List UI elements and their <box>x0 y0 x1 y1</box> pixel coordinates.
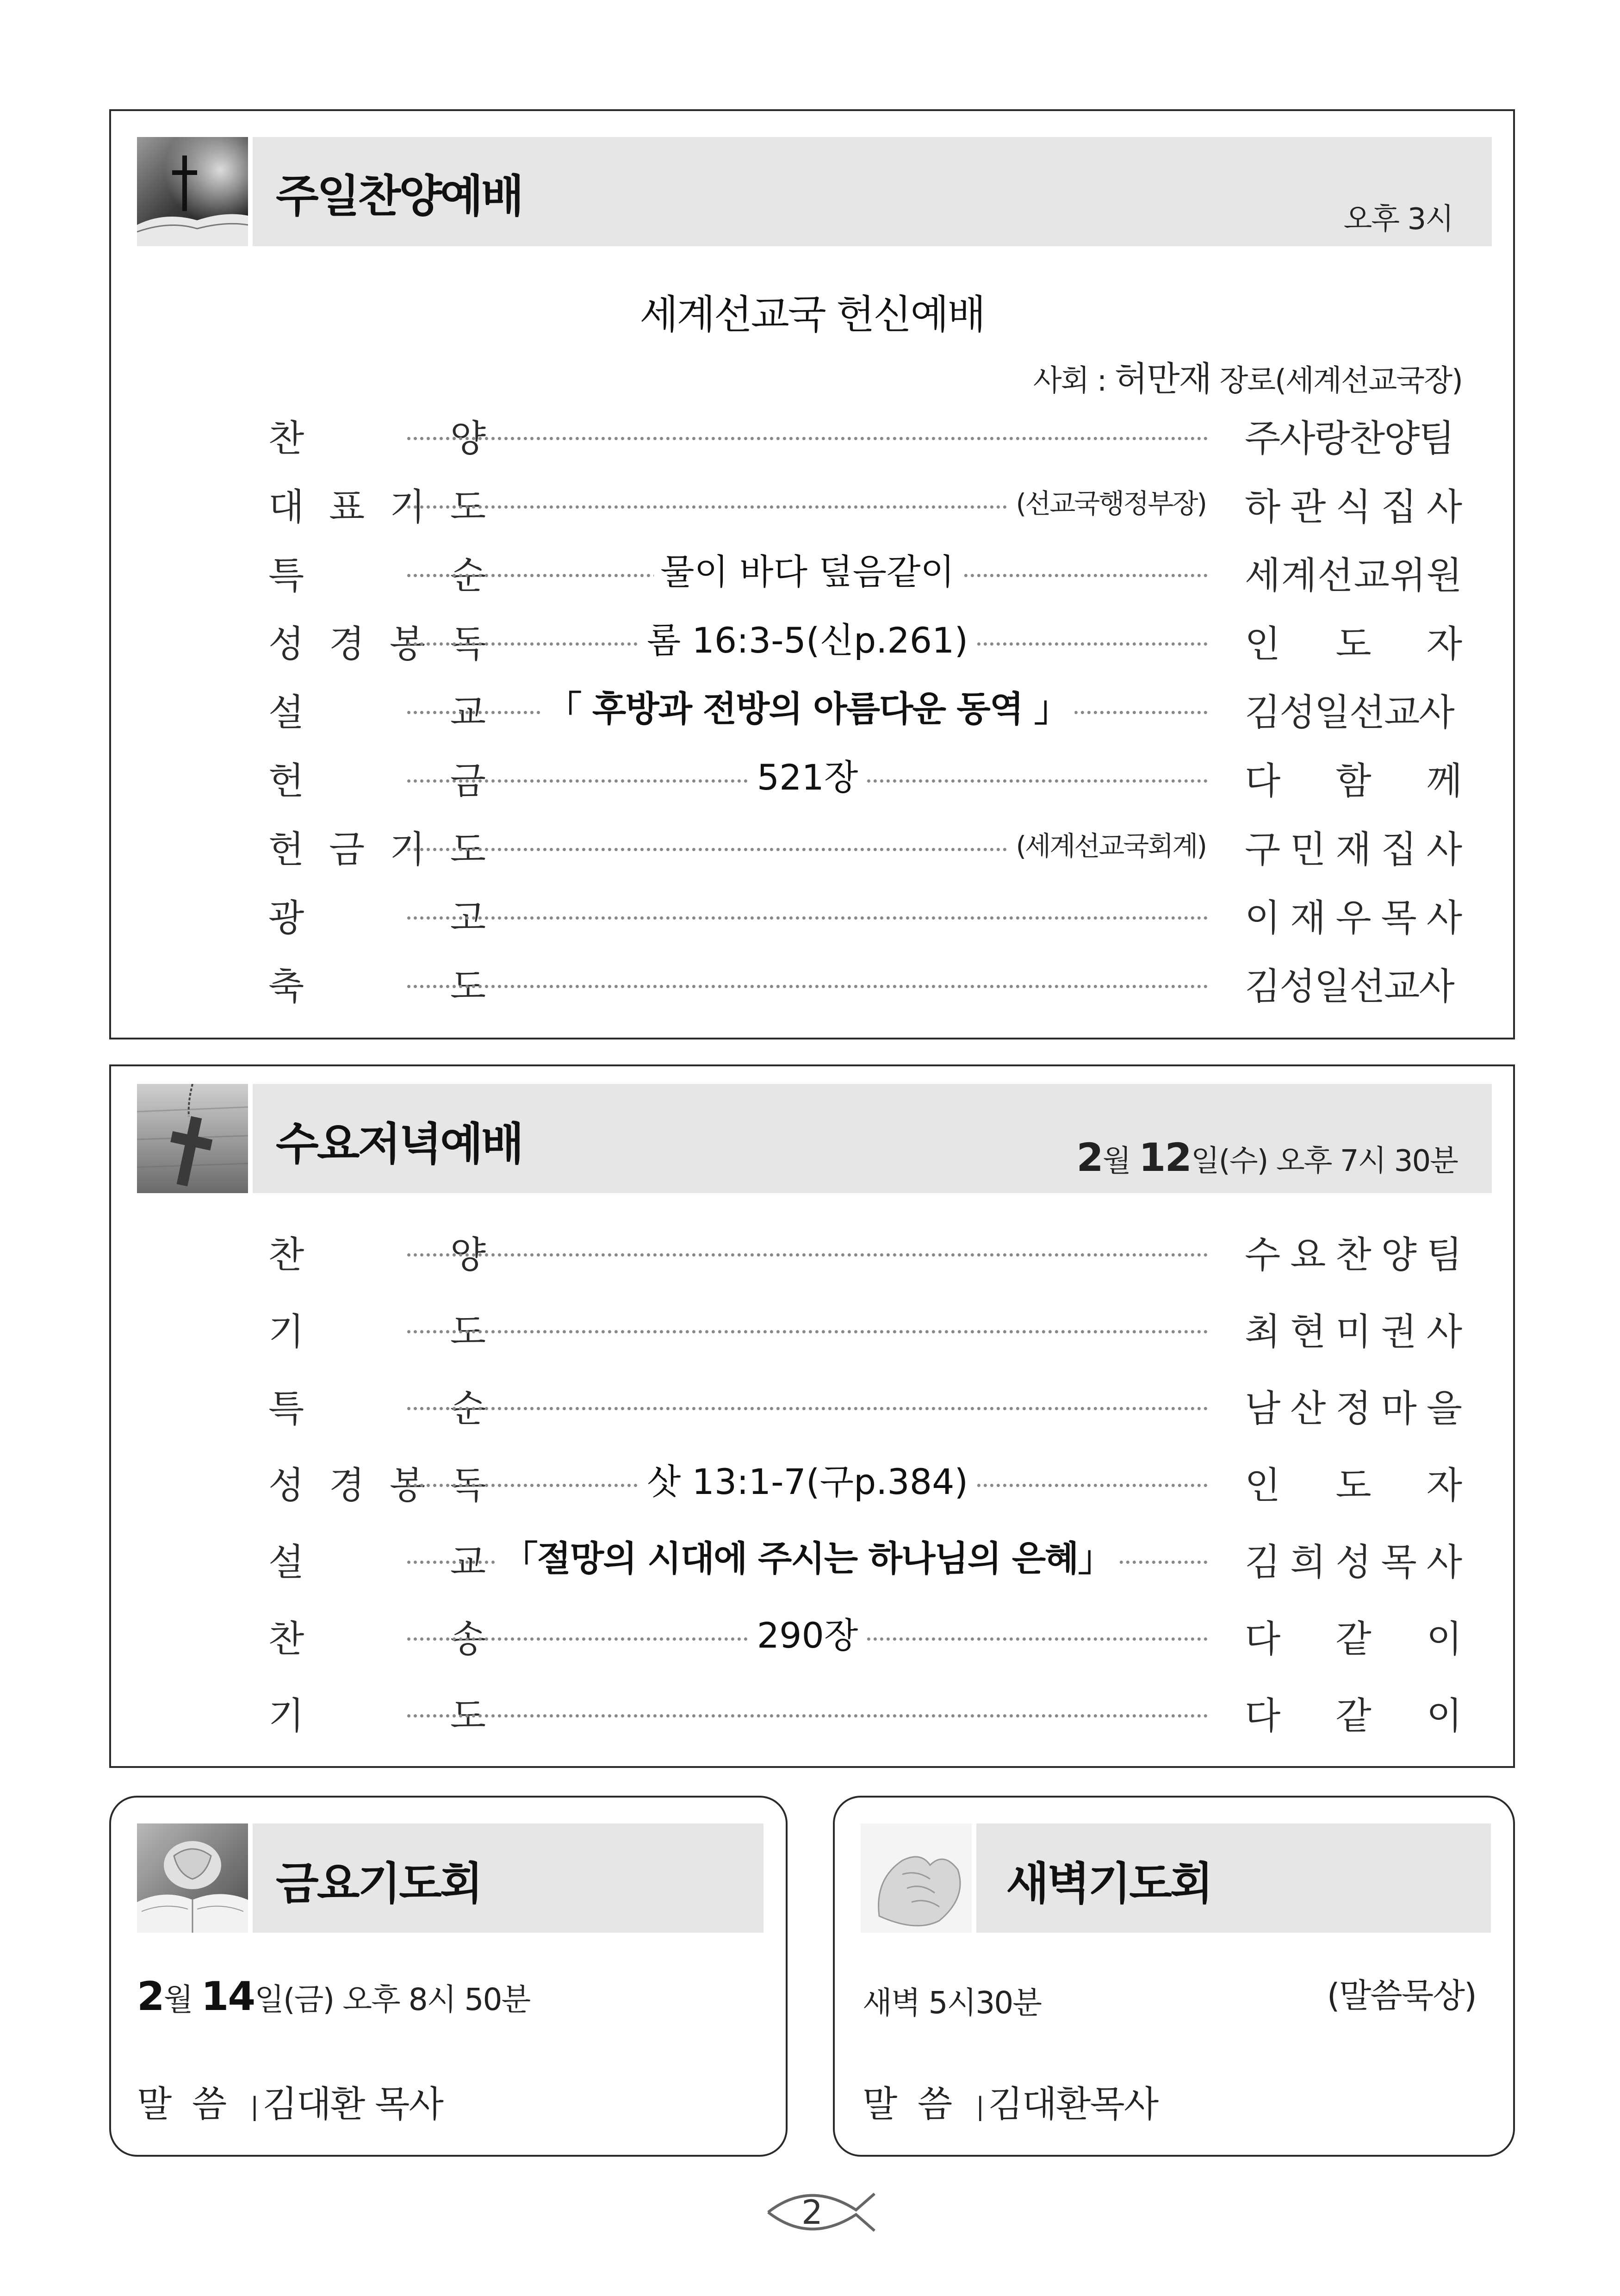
order-label-char: 헌 <box>268 828 304 871</box>
order-person-part: 최 <box>1245 1310 1281 1353</box>
order-detail: 「절망의 시대에 주시는 하나님의 은혜」 <box>496 1531 1118 1587</box>
order-label-char: 봉 <box>389 622 426 666</box>
sunday-order-row <box>111 887 1513 942</box>
order-person-part: 찬 <box>1335 1233 1372 1276</box>
order-person-part: 미 <box>1335 1310 1372 1353</box>
wednesday-order-row <box>111 1300 1513 1356</box>
dawn-prayer-box <box>833 1796 1515 2157</box>
order-person-part: 관 <box>1290 485 1326 529</box>
order-person-part: 께 <box>1426 759 1462 803</box>
order-person-part: 이 <box>1426 1694 1462 1737</box>
leader-dots <box>407 1714 1208 1717</box>
sunday-title: 주일찬양예배 <box>276 170 522 222</box>
leader-dots <box>407 1330 1208 1333</box>
order-label-char: 설 <box>268 691 304 734</box>
order-person <box>1245 1300 1462 1356</box>
order-person-part: 재 <box>1290 896 1326 940</box>
sunday-order-row <box>111 476 1513 531</box>
order-person <box>1245 1531 1462 1587</box>
order-label-char: 도 <box>450 964 486 1008</box>
order-label <box>268 476 486 531</box>
order-person-part: 다 <box>1245 1694 1281 1737</box>
praying-hands-bible-image <box>137 1823 248 1933</box>
order-person-part: 사 <box>1426 896 1462 940</box>
order-person <box>1245 1454 1462 1510</box>
order-detail: 삿 13:1-7(구p.384) <box>640 1454 974 1510</box>
wednesday-order-list <box>111 1224 1513 1761</box>
sunday-order-row <box>111 818 1513 874</box>
order-person-part: 도 <box>1335 622 1372 666</box>
order-person <box>1245 681 1462 737</box>
order-person-part: 위 <box>1390 554 1426 597</box>
order-label <box>268 1685 486 1740</box>
order-person-part: 인 <box>1245 622 1281 666</box>
order-person-part: 세 <box>1245 554 1281 597</box>
order-person-part: 권 <box>1381 1310 1417 1353</box>
leader-dots <box>407 1253 1208 1257</box>
order-label <box>268 1224 486 1279</box>
order-person-part: 김성일선교사 <box>1245 691 1454 734</box>
leader-dots <box>407 985 1208 988</box>
order-label-char: 찬 <box>268 1617 304 1661</box>
order-label-char: 도 <box>450 1310 486 1353</box>
order-person <box>1245 476 1462 531</box>
order-label-char: 찬 <box>268 417 304 460</box>
page-number: 2 <box>801 2193 823 2232</box>
order-label-char: 독 <box>450 1463 486 1507</box>
order-label-char: 교 <box>450 691 486 734</box>
sunday-presider: 사회 : 허만재 장로(세계선교국장) <box>1033 359 1462 399</box>
order-person <box>1245 1377 1462 1433</box>
order-person <box>1245 955 1462 1011</box>
friday-time: 2월 14일(금) 오후 8시 50분 <box>137 1973 530 2020</box>
order-label <box>268 955 486 1011</box>
order-label <box>268 407 486 463</box>
order-person-part: 식 <box>1335 485 1372 529</box>
order-label-char: 특 <box>268 1387 304 1430</box>
order-label-char: 기 <box>389 828 426 871</box>
order-person-part: 산 <box>1290 1387 1326 1430</box>
order-person-part: 사 <box>1426 485 1462 529</box>
order-person <box>1245 613 1462 668</box>
order-person-part: 자 <box>1426 622 1462 666</box>
order-label-char: 도 <box>450 1694 486 1737</box>
order-label-char: 성 <box>268 1463 304 1507</box>
order-person <box>1245 544 1462 600</box>
sunday-order-row <box>111 681 1513 737</box>
order-person-part: 재 <box>1335 828 1372 871</box>
order-person-part: 성 <box>1335 1540 1372 1584</box>
sunday-subtitle: 세계선교국 헌신예배 <box>639 292 985 338</box>
order-person-part: 이 <box>1426 1617 1462 1661</box>
sunday-time: 오후 3시 <box>1343 202 1453 236</box>
order-person-part: 김 <box>1245 1540 1281 1584</box>
order-person-part: 목 <box>1381 1540 1417 1584</box>
dawn-sermon: 말 씀 | 김대환목사 <box>863 2084 1158 2125</box>
order-label-char: 광 <box>268 896 304 940</box>
order-person-part: 정 <box>1335 1387 1372 1430</box>
sunday-order-row <box>111 613 1513 668</box>
order-person-part: 하 <box>1245 485 1281 529</box>
dawn-title: 새벽기도회 <box>1006 1858 1211 1910</box>
order-person-part: 양 <box>1381 1233 1417 1276</box>
order-person-part: 집 <box>1381 485 1417 529</box>
order-label <box>268 1531 486 1587</box>
order-label-char: 양 <box>450 417 486 460</box>
order-label <box>268 1377 486 1433</box>
order-label-char: 설 <box>268 1540 304 1584</box>
sunday-order-row <box>111 544 1513 600</box>
order-person <box>1245 407 1462 463</box>
wednesday-order-row <box>111 1531 1513 1587</box>
wednesday-worship-box <box>109 1064 1515 1768</box>
leader-dots <box>407 1407 1208 1410</box>
order-label-char: 기 <box>268 1310 304 1353</box>
wednesday-title: 수요저녁예배 <box>276 1118 522 1170</box>
order-label-char: 송 <box>450 1617 486 1661</box>
order-person-part: 함 <box>1335 759 1372 803</box>
order-label <box>268 613 486 668</box>
friday-prayer-box <box>109 1796 788 2157</box>
order-detail: 물이 바다 덮음같이 <box>654 544 961 600</box>
page-number-fish <box>759 2184 879 2240</box>
order-label-char: 헌 <box>268 759 304 803</box>
order-label-char: 축 <box>268 964 304 1008</box>
order-label <box>268 1454 486 1510</box>
order-person-part: 계 <box>1281 554 1317 597</box>
order-label-char: 순 <box>450 554 486 597</box>
presider-name: 허만재 <box>1114 359 1211 399</box>
order-person-part: 희 <box>1290 1540 1326 1584</box>
dawn-note: (말씀묵상) <box>1327 1976 1476 2015</box>
order-person-part: 자 <box>1426 1463 1462 1507</box>
order-person-part: 현 <box>1290 1310 1326 1353</box>
friday-title: 금요기도회 <box>276 1858 481 1910</box>
order-person-part: 수 <box>1245 1233 1281 1276</box>
order-label-char: 성 <box>268 622 304 666</box>
sunday-order-list <box>111 407 1513 1032</box>
order-label-char: 양 <box>450 1233 486 1276</box>
order-label <box>268 1608 486 1663</box>
order-role: (세계선교국회계) <box>1007 818 1211 874</box>
order-person-part: 이 <box>1245 896 1281 940</box>
order-label <box>268 750 486 805</box>
order-label-char: 순 <box>450 1387 486 1430</box>
wednesday-order-row <box>111 1608 1513 1663</box>
order-person-part: 마 <box>1381 1387 1417 1430</box>
order-label-char: 봉 <box>389 1463 426 1507</box>
order-detail: 롬 16:3-5(신p.261) <box>640 613 974 668</box>
order-person <box>1245 1608 1462 1663</box>
order-person-part: 요 <box>1290 1233 1326 1276</box>
order-label-char: 금 <box>329 828 365 871</box>
leader-dots <box>407 916 1208 920</box>
sunday-order-row <box>111 407 1513 463</box>
folded-hands-image <box>861 1823 972 1933</box>
order-label-char: 기 <box>268 1694 304 1737</box>
order-person-part: 인 <box>1245 1463 1281 1507</box>
order-label-char: 대 <box>268 485 304 529</box>
order-label <box>268 681 486 737</box>
candle-bible-image <box>137 137 248 246</box>
order-person <box>1245 1685 1462 1740</box>
order-person-part: 교 <box>1353 554 1390 597</box>
order-person-part: 구 <box>1245 828 1281 871</box>
dawn-time: 새벽 5시30분 <box>863 1985 1041 2021</box>
order-person <box>1245 818 1462 874</box>
order-person-part: 사 <box>1426 828 1462 871</box>
order-label <box>268 1300 486 1356</box>
order-person-part: 우 <box>1335 896 1372 940</box>
order-label-char: 교 <box>450 1540 486 1584</box>
leader-dots <box>407 437 1208 440</box>
order-person-part: 을 <box>1426 1387 1462 1430</box>
order-label-char: 금 <box>450 759 486 803</box>
order-person-part: 남 <box>1245 1387 1281 1430</box>
sunday-order-row <box>111 750 1513 805</box>
order-label-char: 독 <box>450 622 486 666</box>
wednesday-order-row <box>111 1377 1513 1433</box>
order-person-part: 민 <box>1290 828 1326 871</box>
order-person-part: 선 <box>1317 554 1353 597</box>
order-label-char: 도 <box>450 828 486 871</box>
order-person-part: 같 <box>1335 1694 1372 1737</box>
order-person <box>1245 750 1462 805</box>
order-label <box>268 887 486 942</box>
order-label-char: 경 <box>329 1463 365 1507</box>
order-role: (선교국행정부장) <box>1007 476 1211 531</box>
order-person-part: 집 <box>1381 828 1417 871</box>
order-person-part: 주사랑찬양팀 <box>1245 417 1454 460</box>
order-person-part: 목 <box>1381 896 1417 940</box>
order-person-part: 사 <box>1426 1310 1462 1353</box>
order-person <box>1245 887 1462 942</box>
order-person-part: 같 <box>1335 1617 1372 1661</box>
sunday-order-row <box>111 955 1513 1011</box>
order-label-char: 찬 <box>268 1233 304 1276</box>
wednesday-time: 2월 12일(수) 오후 7시 30분 <box>1076 1135 1458 1180</box>
order-person-part: 다 <box>1245 1617 1281 1661</box>
order-label-char: 도 <box>450 485 486 529</box>
cross-rosary-image <box>137 1084 248 1193</box>
order-person-part: 원 <box>1426 554 1462 597</box>
order-label <box>268 544 486 600</box>
wednesday-order-row <box>111 1454 1513 1510</box>
order-person-part: 다 <box>1245 759 1281 803</box>
order-person-part: 김성일선교사 <box>1245 964 1454 1008</box>
friday-sermon: 말 씀 | 김대환 목사 <box>137 2084 443 2125</box>
order-label-char: 고 <box>450 896 486 940</box>
wednesday-order-row <box>111 1685 1513 1740</box>
order-detail: 521장 <box>751 750 864 805</box>
order-label-char: 기 <box>389 485 426 529</box>
order-detail: 290장 <box>751 1608 864 1663</box>
order-label-char: 표 <box>329 485 365 529</box>
order-person-part: 도 <box>1335 1463 1372 1507</box>
order-detail: 「 후방과 전방의 아름다운 동역 」 <box>540 681 1074 737</box>
wednesday-order-row <box>111 1224 1513 1279</box>
order-person-part: 팀 <box>1426 1233 1462 1276</box>
sunday-worship-box <box>109 109 1515 1039</box>
order-label <box>268 818 486 874</box>
order-person <box>1245 1224 1462 1279</box>
order-label-char: 경 <box>329 622 365 666</box>
order-label-char: 특 <box>268 554 304 597</box>
order-person-part: 사 <box>1426 1540 1462 1584</box>
